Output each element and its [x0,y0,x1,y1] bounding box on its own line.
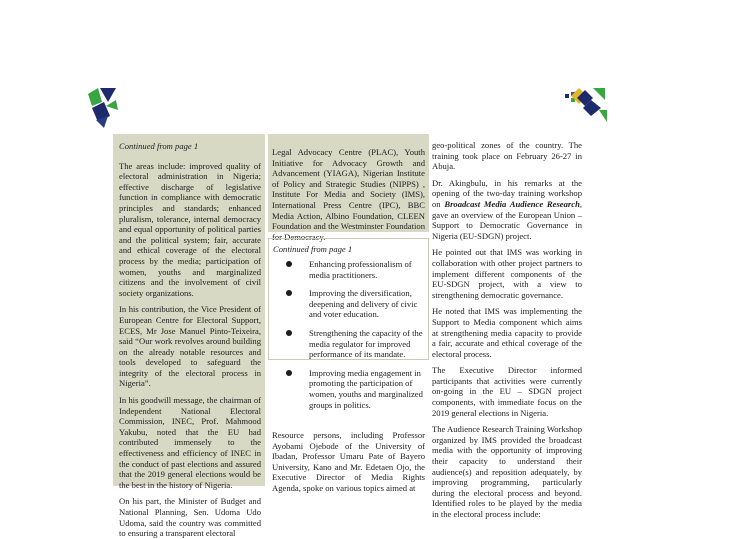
emphasized-title: Broadcast Media Audience Research [444,198,580,209]
paragraph: On his part, the Minister of Budget and National Planning, Sen. Udoma Udo Udoma, said the country was committed to ensuring a transparent electoral [119,496,261,539]
paragraph: The Executive Director informed participants that activities were currently on-going in the EU – SDGN project components, with immediate focus on the 2019 general elections in Nigeria. [432,365,582,418]
paragraph: The Audience Research Training Workshop organized by IMS provided the broadcast media with the opportunity of improving their capacity to understand their audience(s) and reposition adequately, by improving programming, particularly during the electoral process and beyond. Identified roles to be played by the media in the electoral process include: [432,424,582,519]
corner-logo-left [86,86,122,130]
paragraph: Dr. Akingbulu, in his remarks at the opening of the two-day training workshop on Broadcast Media Audience Research, gave an overview of the European Union – Support to Democratic Governance in Nigeria (EU-SDGN) project. [432,177,583,241]
list-item: Strengthening the capacity of the media regulator for improved performance of its mandate. [273,328,425,360]
paragraph: In his goodwill message, the chairman of Independent National Electoral Commission, INEC, Prof. Mahmood Yakubu, noted that the EU had contributed immensely to the effectiveness and efficiency of INEC in the conduct of past elections and assured that the 2019 general elections would be the best in the history of Nigeria. [119,395,261,490]
continued-label: Continued from page 1 [273,244,353,254]
paragraph: Resource persons, including Professor Ayobami Ojebode of the University of Ibadan, Professor Umaru Pate of Bayero University, Kano and Mr. Edetaen Ojo, the Executive Director of Media Rights Agenda, spoke on various topics aimed at [272,430,425,493]
paragraph: He pointed out that IMS was working in collaboration with other project partners to implement different components of the EU-SDGN project, with a view to strengthening democratic governance. [432,247,582,300]
column-3 [432,140,582,526]
corner-logo-right [565,86,609,126]
list-item: Improving the diversification, deepening and delivery of civic and voter education. [273,288,425,320]
list-item: Enhancing professionalism of media practitioners. [273,259,425,280]
bullet-icon [286,290,292,296]
list-item: Improving media engagement in promoting the participation of women, youths and marginalized groups in politics. [273,368,425,410]
paragraph: Legal Advocacy Centre (PLAC), Youth Initiative for Advocacy Growth and Advancement (YIAGA), Nigerian Institute of Policy and Strategic Studies (NIPPS) , Institute For Media and Society (IMS), International Press Centre (IPC), BBC Media Action, Albino Foundation, CLEEN Foundation and the Westminster Foundation for Democracy. [272,147,425,242]
bullet-icon [286,330,292,336]
continued-label: Continued from page 1 [119,141,199,151]
bullet-icon [286,370,292,376]
paragraph: He noted that IMS was implementing the Support to Media component which aims at strengthening media capacity to provide a fair, accurate and ethical coverage of the electoral process. [432,306,582,359]
paragraph: In his contribution, the Vice President of European Centre for Electoral Support, ECES, Mr Jose Manuel Pinto-Teixeira, said “Our work revolves around building on the already notable resources and tools developed to safeguard the integrity of the electoral process in Nigeria”. [119,304,261,389]
paragraph: geo-political zones of the country. The training took place on February 26-27 in Abuja. [432,140,582,172]
column-1 [113,134,265,539]
paragraph: The areas include: improved quality of electoral administration in Nigeria; effective discharge of legislative function in compliance with democratic principles and standards; enhanced pluralism, tolerance, internal democracy and equal opportunity of political parties and the political system; fair, accurate and ethical coverage of the electoral process by the media; participation of women, youths and marginalized citizens and the involvement of civil society organizations. [119,160,261,298]
bullet-box [268,238,429,410]
bullet-list [273,259,425,418]
bullet-icon [286,261,292,267]
